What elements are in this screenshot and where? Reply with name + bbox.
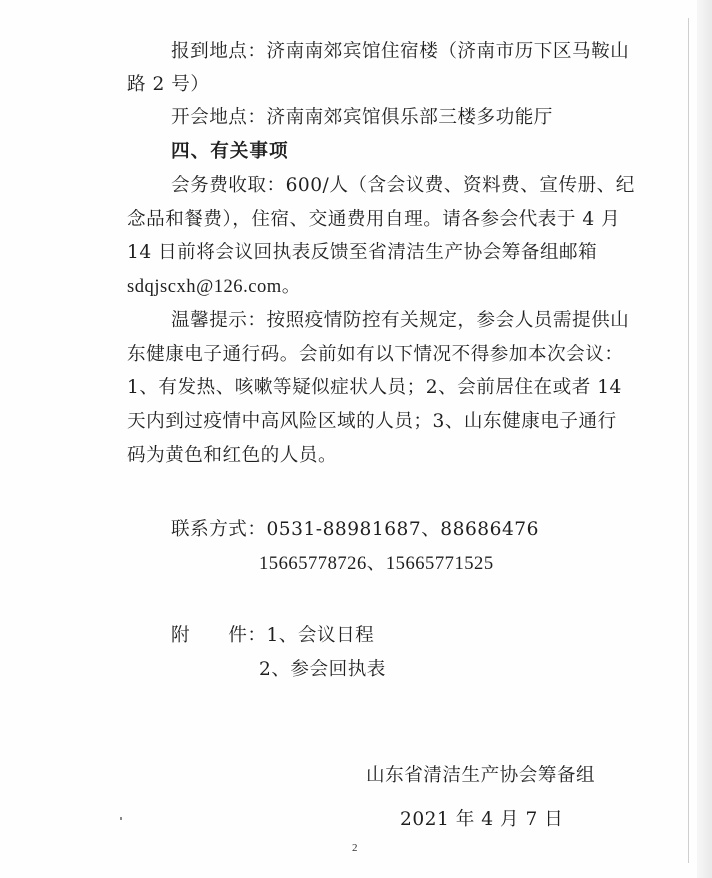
- scan-edge-line: [688, 18, 689, 863]
- scan-speck: [120, 817, 122, 820]
- fee-paragraph-line-3: 14 日前将会议回执表反馈至省清洁生产协会筹备组邮箱: [127, 242, 598, 263]
- signature-organization: 山东省清洁生产协会筹备组: [366, 765, 596, 786]
- reminder-paragraph-line-3: 1、有发热、咳嗽等疑似症状人员；2、会前居住在或者 14: [127, 377, 622, 398]
- registration-location-line: 报到地点：济南南郊宾馆住宿楼（济南市历下区马鞍山: [171, 41, 630, 62]
- section-heading-related-matters: 四、有关事项: [171, 141, 289, 162]
- reminder-paragraph-line-2: 东健康电子通行码。会前如有以下情况不得参加本次会议：: [127, 344, 624, 365]
- email-address-line: sdqjscxh@126.com。: [127, 276, 301, 297]
- scan-edge-shadow: [697, 0, 712, 878]
- page-number: 2: [352, 842, 358, 854]
- reminder-paragraph-line-1: 温馨提示：按照疫情防控有关规定，参会人员需提供山: [171, 310, 630, 331]
- contact-phone-line-1: 联系方式：0531-88981687、88686476: [171, 519, 539, 540]
- fee-paragraph-line-1: 会务费收取：600/人（含会议费、资料费、宣传册、纪: [171, 175, 635, 196]
- contact-phone-line-2: 15665778726、15665771525: [259, 553, 494, 574]
- fee-paragraph-line-2: 念品和餐费），住宿、交通费用自理。请各参会代表于 4 月: [127, 209, 621, 230]
- signature-date: 2021 年 4 月 7 日: [400, 809, 564, 830]
- reminder-paragraph-line-5: 码为黄色和红色的人员。: [127, 445, 338, 466]
- attachment-item-2: 2、参会回执表: [259, 659, 386, 680]
- attachment-item-1: 附 件：1、会议日程: [171, 625, 375, 646]
- registration-location-continued: 路 2 号）: [127, 74, 210, 95]
- reminder-paragraph-line-4: 天内到过疫情中高风险区域的人员；3、山东健康电子通行: [127, 411, 617, 432]
- meeting-location-line: 开会地点：济南南郊宾馆俱乐部三楼多功能厅: [171, 107, 553, 128]
